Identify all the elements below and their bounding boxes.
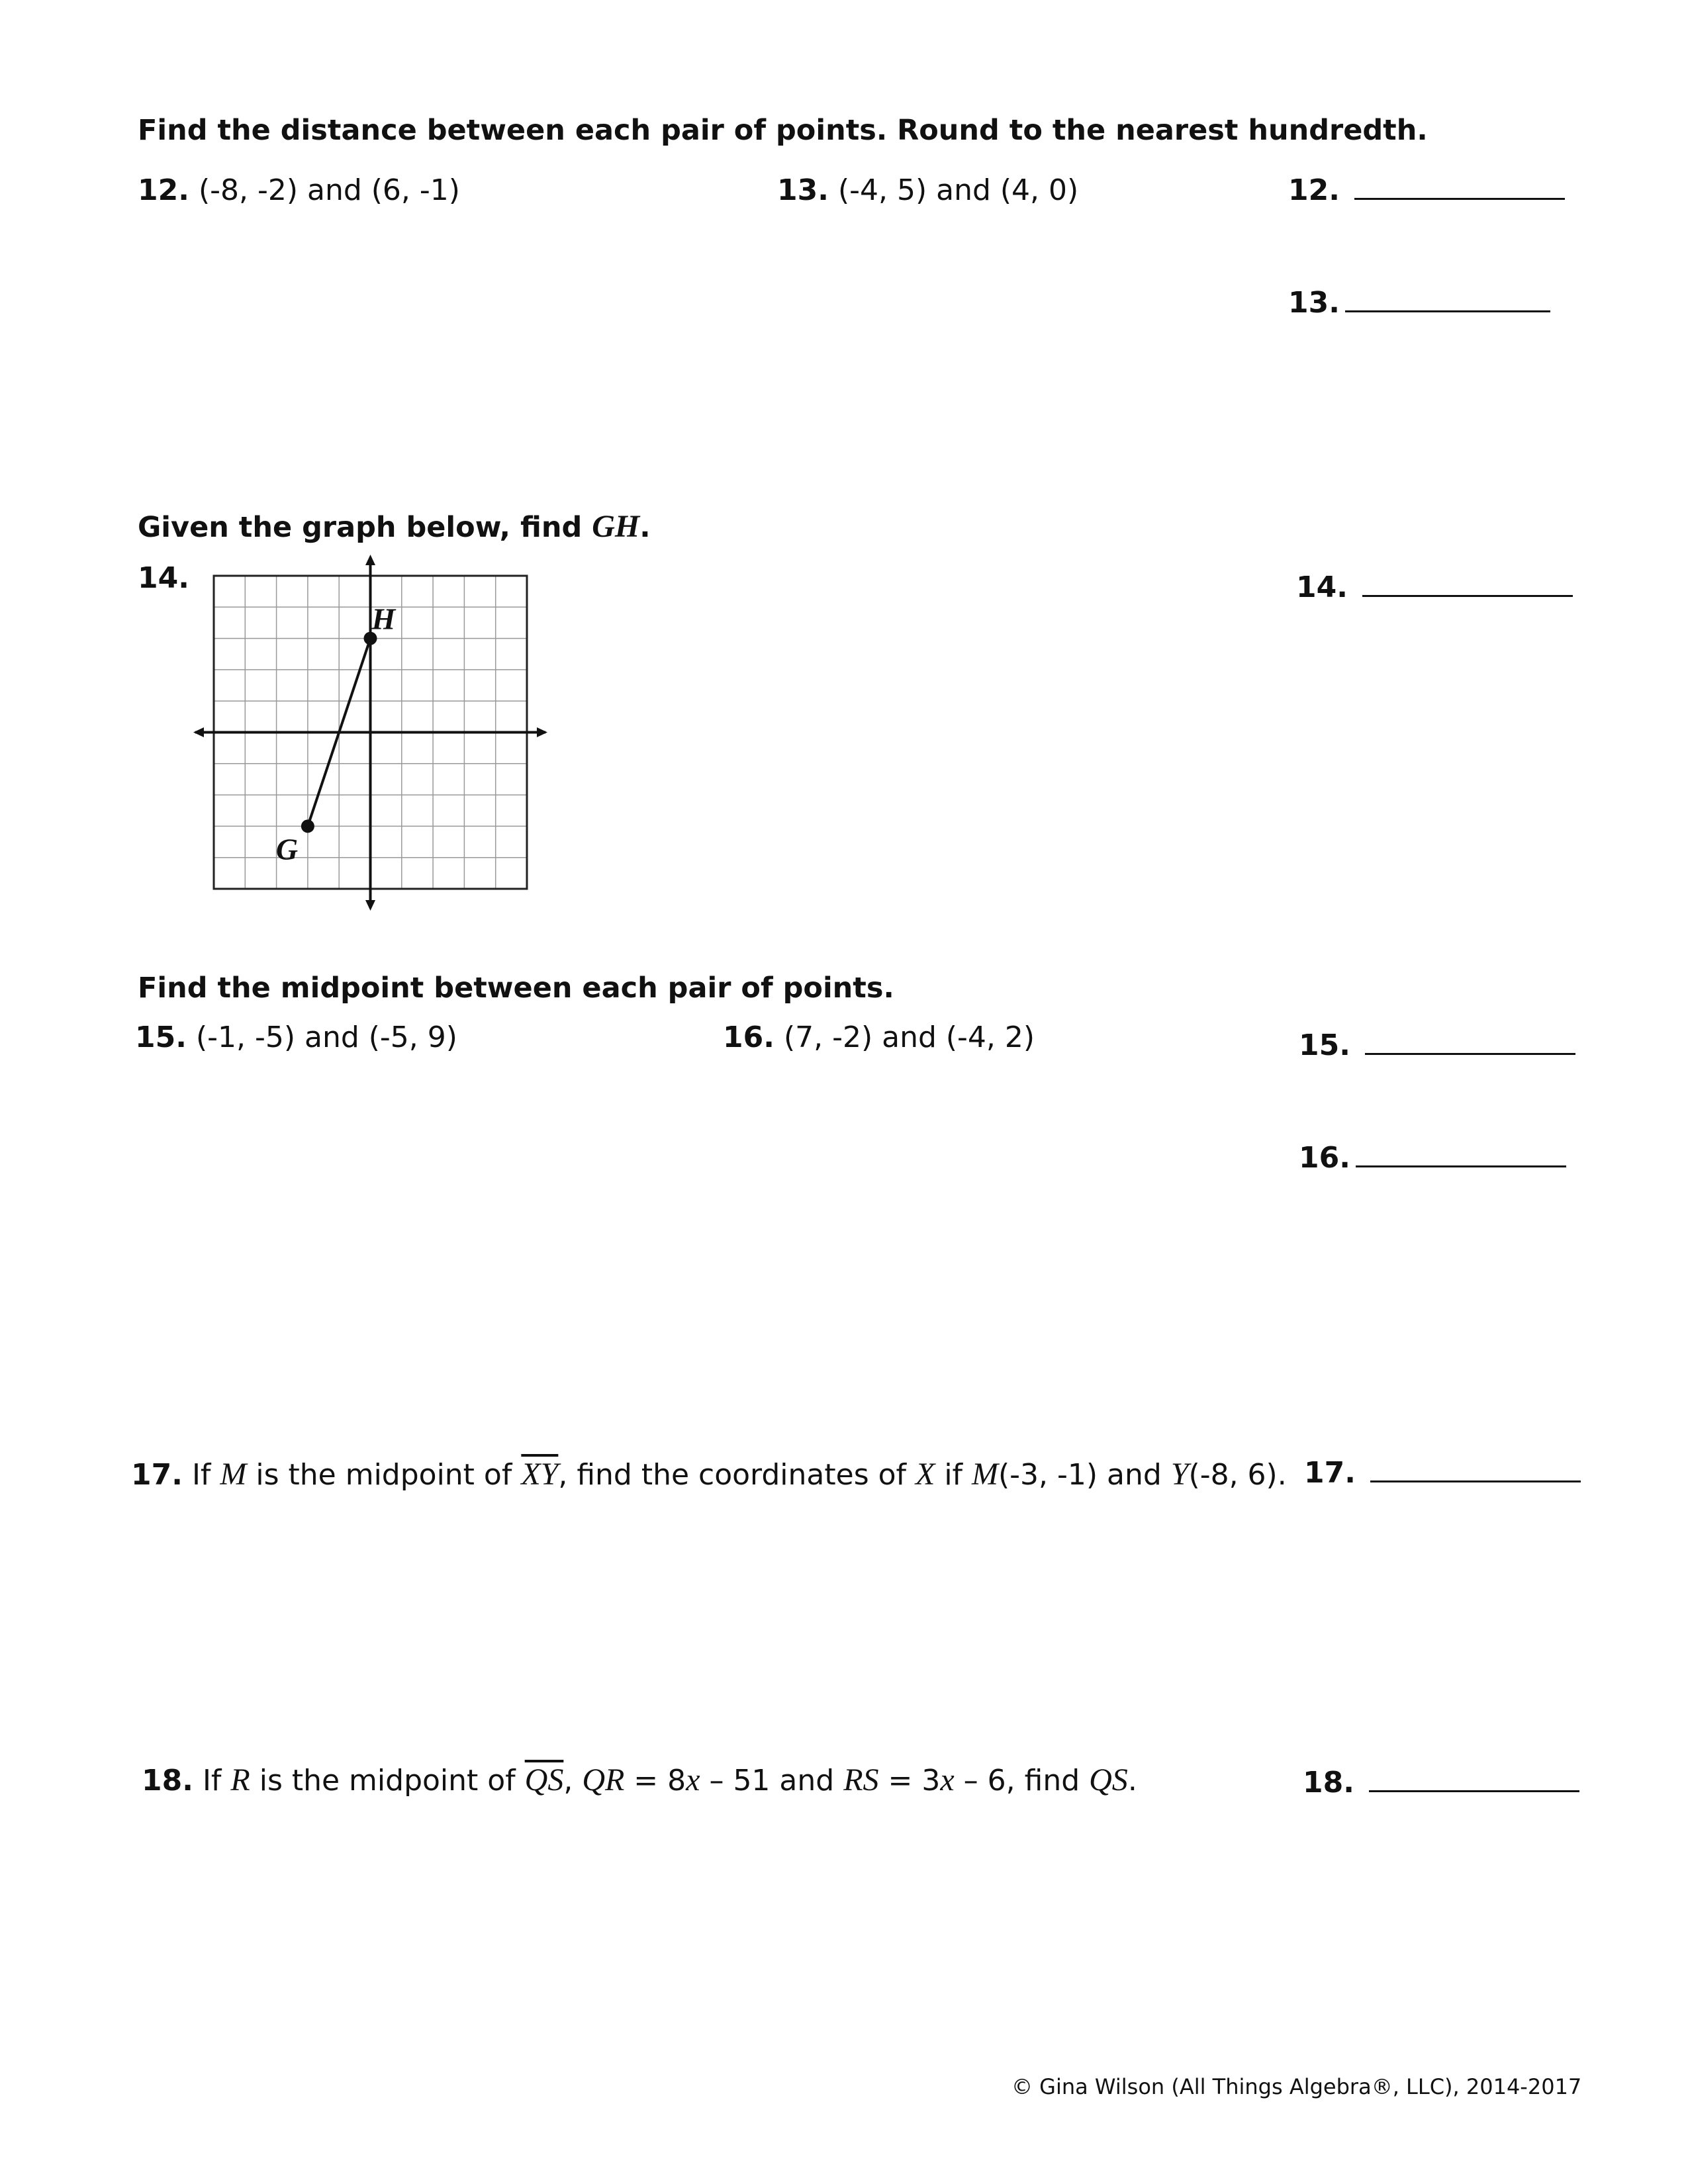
p18-var-x1: x	[686, 1762, 700, 1797]
p18-t1: If	[202, 1764, 231, 1797]
distance-instruction: Find the distance between each pair of points. Round to the nearest hundredth.	[138, 114, 1428, 147]
answer-16-label: 16.	[1299, 1141, 1350, 1175]
answer-16	[1299, 1141, 1566, 1175]
coordinate-graph	[185, 549, 556, 920]
p18-t4: = 8	[624, 1764, 686, 1797]
problem-18-number: 18.	[142, 1764, 193, 1797]
y-axis-bottom-arrow	[365, 900, 375, 911]
problem-13-text: (-4, 5) and (4, 0)	[837, 173, 1079, 207]
p18-t5: – 51 and	[700, 1764, 844, 1797]
midpoint-instruction: Find the midpoint between each pair of points.	[138, 972, 894, 1005]
answer-15	[1299, 1028, 1575, 1062]
problem-17-number: 17.	[131, 1458, 183, 1492]
y-axis-top-arrow	[365, 555, 375, 565]
problem-15	[135, 1021, 457, 1054]
p17-var-m2: M	[972, 1457, 999, 1492]
problem-12-text: (-8, -2) and (6, -1)	[198, 173, 460, 207]
answer-12-blank[interactable]	[1354, 174, 1565, 200]
graph-instruction-suffix: .	[639, 511, 651, 544]
answer-16-blank[interactable]	[1356, 1142, 1566, 1167]
problem-16	[723, 1021, 1035, 1054]
p17-t6: (-8, 6).	[1188, 1458, 1287, 1492]
p17-t3: , find the coordinates of	[558, 1458, 916, 1492]
p17-t4: if	[935, 1458, 972, 1492]
p17-var-y: Y	[1170, 1457, 1189, 1492]
p18-var-r: R	[230, 1762, 250, 1797]
p17-var-x: X	[915, 1457, 935, 1492]
point-g	[301, 819, 314, 833]
p17-segment-xy: $\overline{XY}$	[521, 1457, 559, 1492]
answer-13	[1288, 286, 1550, 320]
answer-17-label: 17.	[1304, 1456, 1356, 1490]
answer-18-blank[interactable]	[1369, 1766, 1579, 1792]
problem-17	[131, 1456, 1287, 1492]
p17-t5: (-3, -1) and	[998, 1458, 1171, 1492]
answer-12-label: 12.	[1288, 173, 1340, 207]
problem-15-text: (-1, -5) and (-5, 9)	[195, 1021, 457, 1054]
p18-segment-qs: $\overline{QS}$	[524, 1762, 564, 1797]
point-g-label: G	[275, 832, 299, 866]
copyright-footer: © Gina Wilson (All Things Algebra®, LLC), 2014-2017	[1011, 2074, 1582, 2099]
p17-t2: is the midpoint of	[246, 1458, 522, 1492]
x-axis-left-arrow	[193, 727, 204, 737]
answer-17-blank[interactable]	[1370, 1457, 1581, 1482]
p18-t3: ,	[563, 1764, 583, 1797]
graph-instruction-text: Given the graph below, find	[138, 511, 592, 544]
problem-14-number: 14.	[138, 561, 189, 595]
problem-18-text	[203, 1764, 1137, 1797]
p18-var-qr: QR	[582, 1762, 625, 1797]
answer-15-blank[interactable]	[1365, 1029, 1575, 1055]
answer-14	[1296, 570, 1573, 604]
graph-instruction-var: GH	[592, 509, 640, 544]
point-h-label: H	[371, 602, 396, 636]
answer-17	[1304, 1456, 1581, 1490]
p18-var-x2: x	[940, 1762, 955, 1797]
answer-14-label: 14.	[1296, 570, 1348, 604]
answer-13-label: 13.	[1288, 286, 1340, 320]
problem-12	[138, 173, 460, 207]
problem-12-number: 12.	[138, 173, 189, 207]
answer-12	[1288, 173, 1565, 207]
answer-13-blank[interactable]	[1345, 287, 1550, 312]
answer-18-label: 18.	[1303, 1766, 1354, 1799]
p18-t6: = 3	[878, 1764, 941, 1797]
answer-14-blank[interactable]	[1362, 571, 1573, 597]
p17-var-m: M	[220, 1457, 247, 1492]
problem-16-number: 16.	[723, 1021, 774, 1054]
problem-17-text	[192, 1458, 1287, 1492]
problem-13-number: 13.	[777, 173, 829, 207]
problem-15-number: 15.	[135, 1021, 187, 1054]
p18-var-qs: QS	[1089, 1762, 1128, 1797]
graph-instruction	[138, 508, 651, 545]
p18-t8: .	[1127, 1764, 1137, 1797]
p18-t7: – 6, find	[954, 1764, 1090, 1797]
p18-var-rs: RS	[843, 1762, 879, 1797]
problem-18	[142, 1762, 1137, 1798]
p17-t1: If	[191, 1458, 220, 1492]
problem-13	[777, 173, 1078, 207]
x-axis-right-arrow	[537, 727, 547, 737]
answer-15-label: 15.	[1299, 1028, 1350, 1062]
problem-16-text: (7, -2) and (-4, 2)	[783, 1021, 1035, 1054]
answer-18	[1303, 1766, 1579, 1799]
p18-t2: is the midpoint of	[250, 1764, 525, 1797]
